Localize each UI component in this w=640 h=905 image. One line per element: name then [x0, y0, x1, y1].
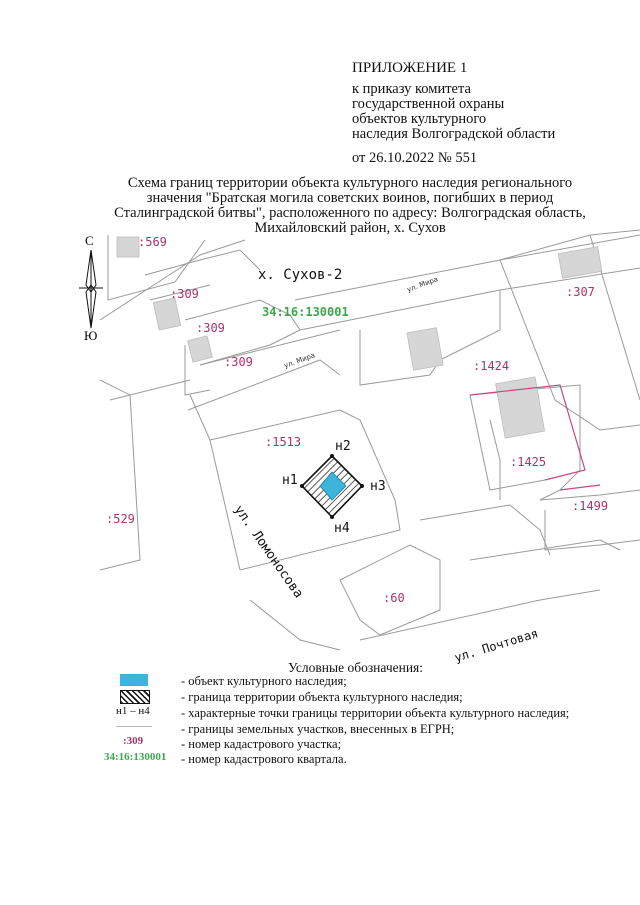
legend-item: - границы земельных участков, внесенных в ЕГРН;: [181, 722, 455, 736]
order-line: к приказу комитета: [352, 81, 471, 97]
parcel-number: :309: [224, 355, 253, 369]
legend-item: - объект культурного наследия;: [181, 674, 347, 688]
parcel-line-swatch: [116, 726, 152, 727]
street-label: ул. Мира: [405, 275, 440, 294]
legend-item: - граница территории объекта культурного наследия;: [181, 690, 463, 704]
parcel-number: :60: [383, 591, 405, 605]
boundary-point: н4: [334, 521, 350, 536]
parcel-number: :1513: [265, 435, 302, 449]
compass-icon: [79, 233, 103, 343]
title-line: значения "Братская могила советских воинов, погибших в период: [146, 190, 554, 206]
parcel-number: :307: [566, 285, 595, 299]
appendix-title: ПРИЛОЖЕНИЕ 1: [352, 60, 468, 76]
legend-item: - номер кадастрового участка;: [181, 737, 342, 751]
boundary-point: н2: [335, 439, 351, 454]
legend-item: - характерные точки границы территории объекта культурного наследия;: [181, 706, 570, 720]
parcel-number: :1425: [510, 455, 547, 469]
parcel-symbol: :309: [123, 735, 144, 747]
legend-item: - номер кадастрового квартала.: [181, 752, 347, 766]
heritage-territory: [300, 454, 364, 519]
quarter-number: 34:16:130001: [262, 305, 349, 319]
title-line: Сталинградской битвы", расположенного по адресу: Волгоградская область,: [114, 205, 586, 221]
title-line: Михайловский район, х. Сухов: [254, 220, 446, 236]
title-line: Схема границ территории объекта культурного наследия регионального: [127, 175, 573, 191]
street-label: ул. Ломоносова: [230, 502, 306, 602]
parcel-number: :1424: [473, 359, 510, 373]
order-line: наследия Волгоградской области: [352, 126, 556, 142]
legend-title: Условные обозначения:: [288, 660, 424, 675]
buildings: [117, 237, 602, 438]
compass-north: С: [85, 233, 94, 248]
quarter-symbol: 34:16:130001: [104, 751, 167, 763]
boundary-point: н3: [370, 479, 386, 494]
parcel-number: :309: [170, 287, 199, 301]
compass-south: Ю: [84, 328, 98, 343]
order-line: государственной охраны: [352, 96, 505, 112]
street-label: ул. Мира: [282, 351, 317, 370]
order-date: от 26.10.2022 № 551: [352, 150, 478, 166]
order-line: объектов культурного: [352, 111, 487, 127]
points-symbol: н1 – н4: [116, 705, 150, 717]
boundary-point: н1: [282, 473, 298, 488]
parcel-number: :309: [196, 321, 225, 335]
territory-swatch: [120, 690, 150, 704]
street-label: ул. Почтовая: [452, 626, 540, 665]
parcel-number: :529: [106, 512, 135, 526]
object-swatch: [120, 674, 148, 686]
parcel-number: :1499: [572, 499, 609, 513]
settlement-label: х. Сухов-2: [258, 267, 343, 283]
parcel-number: :569: [138, 235, 167, 249]
